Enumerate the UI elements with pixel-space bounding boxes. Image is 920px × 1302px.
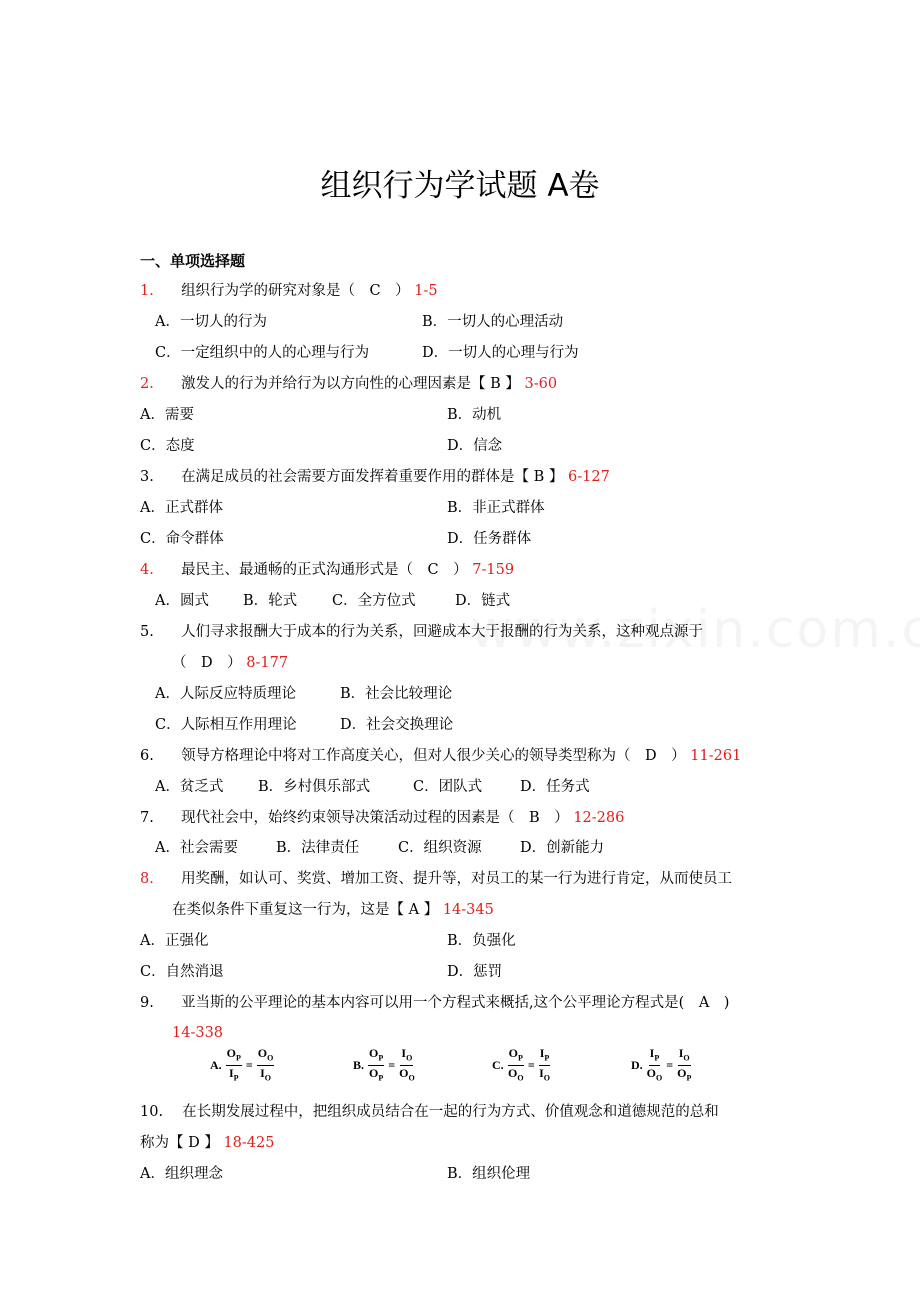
question-text: 最民主、最通畅的正式沟通形式是（ C ）: [181, 562, 468, 578]
question-text: 现代社会中，始终约束领导决策活动过程的因素是（ B ）: [181, 810, 569, 826]
fraction-right: $\frac{I_P}{I_O}$: [539, 1046, 550, 1083]
question-ref: 14-338: [172, 1025, 224, 1041]
question-number: 2.: [140, 376, 154, 392]
question-text: 组织行为学的研究对象是（ C ）: [181, 283, 410, 299]
question-ref: 7-159: [472, 562, 515, 578]
question-5: [140, 622, 703, 642]
equation-options: [210, 1046, 730, 1086]
question-text: 在长期发展过程中，把组织成员结合在一起的行为方式、价值观念和道德规范的总和: [182, 1104, 719, 1120]
equation-option-b: B. $\frac{O_P}{O_P}$ = $\frac{I_O}{O_O}$: [353, 1046, 417, 1086]
equation-label: B.: [353, 1058, 365, 1073]
question-10: [140, 1102, 719, 1122]
option-b: B．乡村俱乐部式: [258, 779, 371, 795]
option-b: B．社会比较理论: [340, 686, 453, 702]
question-text-cont: 在类似条件下重复这一行为，这是【 A 】: [172, 902, 439, 918]
question-ref: 11-261: [690, 748, 742, 764]
option-a: A．一切人的行为: [155, 314, 267, 330]
question-10-cont: [140, 1133, 274, 1153]
question-1: [140, 281, 438, 301]
question-text: 领导方格理论中将对工作高度关心，但对人很少关心的领导类型称为（ D ）: [181, 748, 686, 764]
option-b: B．轮式: [243, 593, 298, 609]
option-c: C．自然消退: [140, 964, 224, 980]
option-c: C．团队式: [413, 779, 483, 795]
question-9-ref-line: [172, 1023, 223, 1043]
option-d: D．一切人的心理与行为: [422, 345, 579, 361]
question-text-cont: （ D ）: [172, 655, 242, 671]
question-ref: 12-286: [573, 810, 625, 826]
option-a: A．贫乏式: [155, 779, 224, 795]
question-number: 5.: [140, 624, 154, 640]
option-a: A．正式群体: [140, 500, 223, 516]
fraction-left: $\frac{I_P}{O_O}$: [646, 1046, 663, 1083]
equation-label: C.: [492, 1058, 504, 1073]
option-b: B．组织伦理: [447, 1166, 531, 1182]
option-d: D．信念: [447, 438, 503, 454]
fraction-right: $\frac{I_O}{O_O}$: [399, 1046, 415, 1083]
section-heading: 一、单项选择题: [140, 252, 246, 270]
page-title: 组织行为学试题 A卷: [320, 168, 600, 204]
question-ref: 3-60: [524, 376, 558, 392]
question-text-cont: 称为【 D 】: [140, 1135, 219, 1151]
question-text: 在满足成员的社会需要方面发挥着重要作用的群体是【 B 】: [181, 469, 564, 485]
option-d: D．链式: [455, 593, 511, 609]
option-c: C．人际相互作用理论: [155, 717, 297, 733]
fraction-left: $\frac{O_P}{I_P}$: [226, 1046, 241, 1083]
fraction-right: $\frac{I_O}{O_P}$: [677, 1046, 692, 1083]
question-ref: 18-425: [223, 1135, 275, 1151]
question-ref: 14-345: [442, 902, 494, 918]
option-c: C．全方位式: [332, 593, 416, 609]
equation-label: A.: [210, 1058, 222, 1073]
question-text: 亚当斯的公平理论的基本内容可以用一个方程式来概括,这个公平理论方程式是( A ): [181, 995, 730, 1011]
option-a: A．组织理念: [140, 1166, 223, 1182]
question-ref: 8-177: [246, 655, 289, 671]
question-8-cont: [172, 900, 494, 920]
option-d: D．创新能力: [520, 840, 605, 856]
equation-option-d: D. $\frac{I_P}{O_O}$ = $\frac{I_O}{O_P}$: [631, 1046, 693, 1086]
question-8: [140, 869, 732, 889]
option-d: D．社会交换理论: [340, 717, 454, 733]
question-9: [140, 993, 729, 1013]
question-number: 8.: [140, 871, 154, 887]
fraction-left: $\frac{O_P}{O_O}$: [508, 1046, 524, 1083]
option-b: B．动机: [447, 407, 502, 423]
question-text: 激发人的行为并给行为以方向性的心理因素是【 B 】: [181, 376, 520, 392]
equation-option-c: C. $\frac{O_P}{O_O}$ = $\frac{I_P}{I_O}$: [492, 1046, 552, 1086]
question-number: 10.: [140, 1104, 164, 1120]
question-number: 3.: [140, 469, 154, 485]
question-5-cont: [172, 653, 288, 673]
option-b: B．负强化: [447, 933, 516, 949]
question-text: 用奖酬，如认可、奖赏、增加工资、提升等，对员工的某一行为进行肯定，从而使员工: [181, 871, 733, 887]
question-ref: 1-5: [414, 283, 438, 299]
equation-option-a: A. $\frac{O_P}{I_P}$ = $\frac{O_O}{I_O}$: [210, 1046, 276, 1086]
option-a: A．正强化: [140, 933, 209, 949]
question-7: [140, 808, 624, 828]
question-6: [140, 746, 741, 766]
question-number: 4.: [140, 562, 154, 578]
equation-label: D.: [631, 1058, 643, 1073]
question-number: 7.: [140, 810, 154, 826]
question-ref: 6-127: [568, 469, 610, 485]
option-c: C．命令群体: [140, 531, 224, 547]
option-a: A．需要: [140, 407, 194, 423]
question-number: 1.: [140, 283, 154, 299]
option-d: D．惩罚: [447, 964, 503, 980]
question-4: [140, 560, 514, 580]
question-2: [140, 374, 557, 394]
question-number: 6.: [140, 748, 154, 764]
option-d: D．任务式: [520, 779, 590, 795]
question-3: [140, 467, 610, 487]
option-c: C．态度: [140, 438, 195, 454]
option-a: A．社会需要: [155, 840, 238, 856]
option-b: B．非正式群体: [447, 500, 545, 516]
fraction-right: $\frac{O_O}{I_O}$: [257, 1046, 274, 1083]
question-number: 9.: [140, 995, 154, 1011]
fraction-left: $\frac{O_P}{O_P}$: [369, 1046, 384, 1083]
option-a: A．人际反应特质理论: [155, 686, 296, 702]
question-text: 人们寻求报酬大于成本的行为关系，回避成本大于报酬的行为关系，这种观点源于: [181, 624, 704, 640]
option-d: D．任务群体: [447, 531, 532, 547]
option-b: B．法律责任: [276, 840, 360, 856]
option-b: B．一切人的心理活动: [422, 314, 564, 330]
option-c: C．组织资源: [398, 840, 482, 856]
option-c: C．一定组织中的人的心理与行为: [155, 345, 370, 361]
option-a: A．圆式: [155, 593, 209, 609]
